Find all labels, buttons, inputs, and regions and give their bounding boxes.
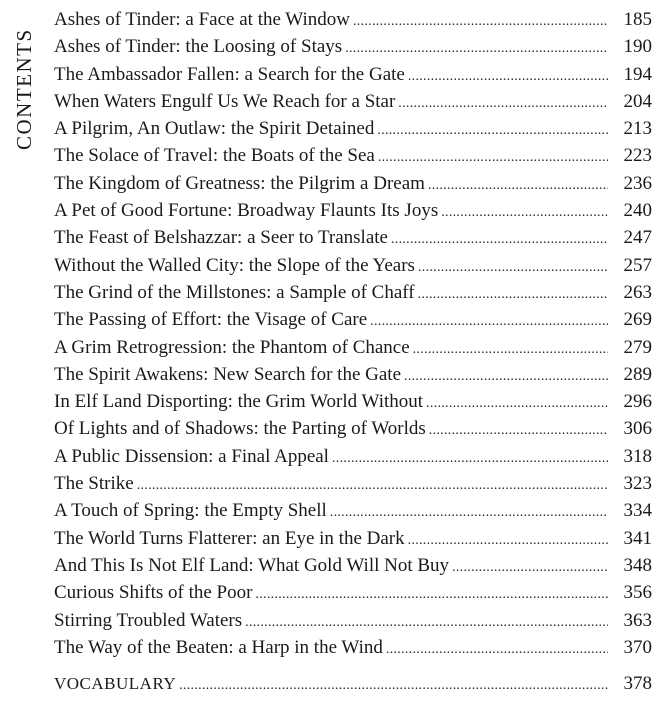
toc-entry-title: And This Is Not Elf Land: What Gold Will Not Buy [54,554,450,576]
toc-entry[interactable] [54,255,652,282]
toc-entry[interactable] [54,610,652,637]
dot-leader [398,96,608,112]
toc-entry-page: 204 [623,90,652,112]
dot-leader [378,150,608,166]
dot-leader [452,560,608,576]
toc-entry-page: 213 [623,118,652,140]
toc-entry-page: 269 [623,309,652,331]
toc-entry-page: 257 [623,254,652,276]
dot-leader [426,396,608,412]
dot-leader [245,615,608,631]
toc-entry-page: 370 [623,636,652,658]
toc-entry-page: 334 [623,500,652,522]
toc-entry-title: Of Lights and of Shadows: the Parting of Worlds [54,418,426,440]
toc-entry-title: A Public Dissension: a Final Appeal [54,445,329,467]
toc-entry[interactable] [54,173,652,200]
toc-entry[interactable] [54,227,652,254]
toc-entry[interactable] [54,528,652,555]
toc-entry-title: The Way of the Beaten: a Harp in the Wind [54,636,383,658]
toc-entry[interactable] [54,637,652,664]
toc-entry-title: A Pilgrim, An Outlaw: the Spirit Detained [54,118,375,140]
dot-leader [441,205,608,221]
toc-gap [54,664,652,673]
toc-entry-page: 289 [623,363,652,385]
toc-entry-title: When Waters Engulf Us We Reach for a Star [54,90,396,112]
toc-entry-page: 348 [623,554,652,576]
dot-leader [404,369,608,385]
toc-entry-vocabulary[interactable] [54,673,652,700]
toc-entry-page: 341 [623,527,652,549]
toc-entry-page: 236 [623,172,652,194]
toc-entry[interactable] [54,200,652,227]
dot-leader [418,260,608,276]
toc-entry-page: 306 [623,418,652,440]
dot-leader [408,69,608,85]
toc-entry[interactable] [54,337,652,364]
toc-entry-page: 356 [623,582,652,604]
toc-entry[interactable] [54,446,652,473]
dot-leader [429,423,608,439]
toc-entry-page: 194 [623,63,652,85]
dot-leader [386,642,608,658]
toc-entry[interactable] [54,145,652,172]
dot-leader [255,587,608,603]
toc-entry-title: Without the Walled City: the Slope of the Years [54,254,415,276]
toc-entry-title: The Kingdom of Greatness: the Pilgrim a Dream [54,172,425,194]
toc-entry-title: Ashes of Tinder: a Face at the Window [54,9,350,30]
toc-entry[interactable] [54,91,652,118]
dot-leader [408,533,608,549]
toc-entry[interactable] [54,64,652,91]
toc-entry-page: 363 [623,609,652,631]
toc-entry-title: The Feast of Belshazzar: a Seer to Translate [54,227,388,249]
toc-entry-title: The Passing of Effort: the Visage of Care [54,309,368,331]
toc-entry-title: Stirring Troubled Waters [54,609,243,631]
toc-entry[interactable] [54,118,652,145]
toc-entry[interactable] [54,555,652,582]
toc-entry-page: 185 [623,9,652,30]
toc-entry[interactable] [54,582,652,609]
dot-leader [332,451,608,467]
toc-entry-title: The Spirit Awakens: New Search for the Gate [54,363,402,385]
toc-entry[interactable] [54,473,652,500]
dot-leader [345,41,608,57]
toc-entry-title: VOCABULARY [54,674,177,694]
toc-entry-page: 318 [623,445,652,467]
toc-entry-title: The Strike [54,473,134,495]
toc-entry-page: 296 [623,391,652,413]
toc-entry-page: 247 [623,227,652,249]
toc-entry[interactable] [54,36,652,63]
dot-leader [428,178,608,194]
table-of-contents [54,9,652,700]
toc-entry-title: A Pet of Good Fortune: Broadway Flaunts Its Joys [54,200,439,222]
toc-entry-title: The Grind of the Millstones: a Sample of Chaff [54,281,415,303]
dot-leader [391,232,608,248]
toc-entry-title: Curious Shifts of the Poor [54,582,253,604]
toc-entry-page: 190 [623,36,652,58]
toc-entry[interactable] [54,391,652,418]
contents-side-label: CONTENTS [12,28,36,150]
toc-entry-page: 223 [623,145,652,167]
toc-entry-title: A Touch of Spring: the Empty Shell [54,500,327,522]
toc-entry-title: The Ambassador Fallen: a Search for the Gate [54,63,405,85]
toc-entry-title: The World Turns Flatterer: an Eye in the Dark [54,527,405,549]
toc-entry-page: 323 [623,473,652,495]
toc-entry-page: 240 [623,200,652,222]
dot-leader [137,478,608,494]
toc-entry[interactable] [54,282,652,309]
toc-entry-page: 378 [623,673,652,695]
dot-leader [353,14,608,30]
toc-entry-title: The Solace of Travel: the Boats of the Sea [54,145,375,167]
dot-leader [377,123,608,139]
dot-leader [418,287,608,303]
toc-entry[interactable] [54,418,652,445]
toc-entries [54,9,652,664]
toc-entry-title: Ashes of Tinder: the Loosing of Stays [54,36,343,58]
toc-entry[interactable] [54,309,652,336]
toc-entry[interactable] [54,500,652,527]
toc-entry-page: 263 [623,281,652,303]
dot-leader [413,342,608,358]
toc-entry-page: 279 [623,336,652,358]
dot-leader [330,505,608,521]
dot-leader [370,314,608,330]
toc-entry-title: A Grim Retrogression: the Phantom of Chance [54,336,410,358]
toc-entry[interactable] [54,364,652,391]
toc-entry-title: In Elf Land Disporting: the Grim World Without [54,391,424,413]
dot-leader [179,678,608,694]
toc-entry[interactable] [54,9,652,36]
